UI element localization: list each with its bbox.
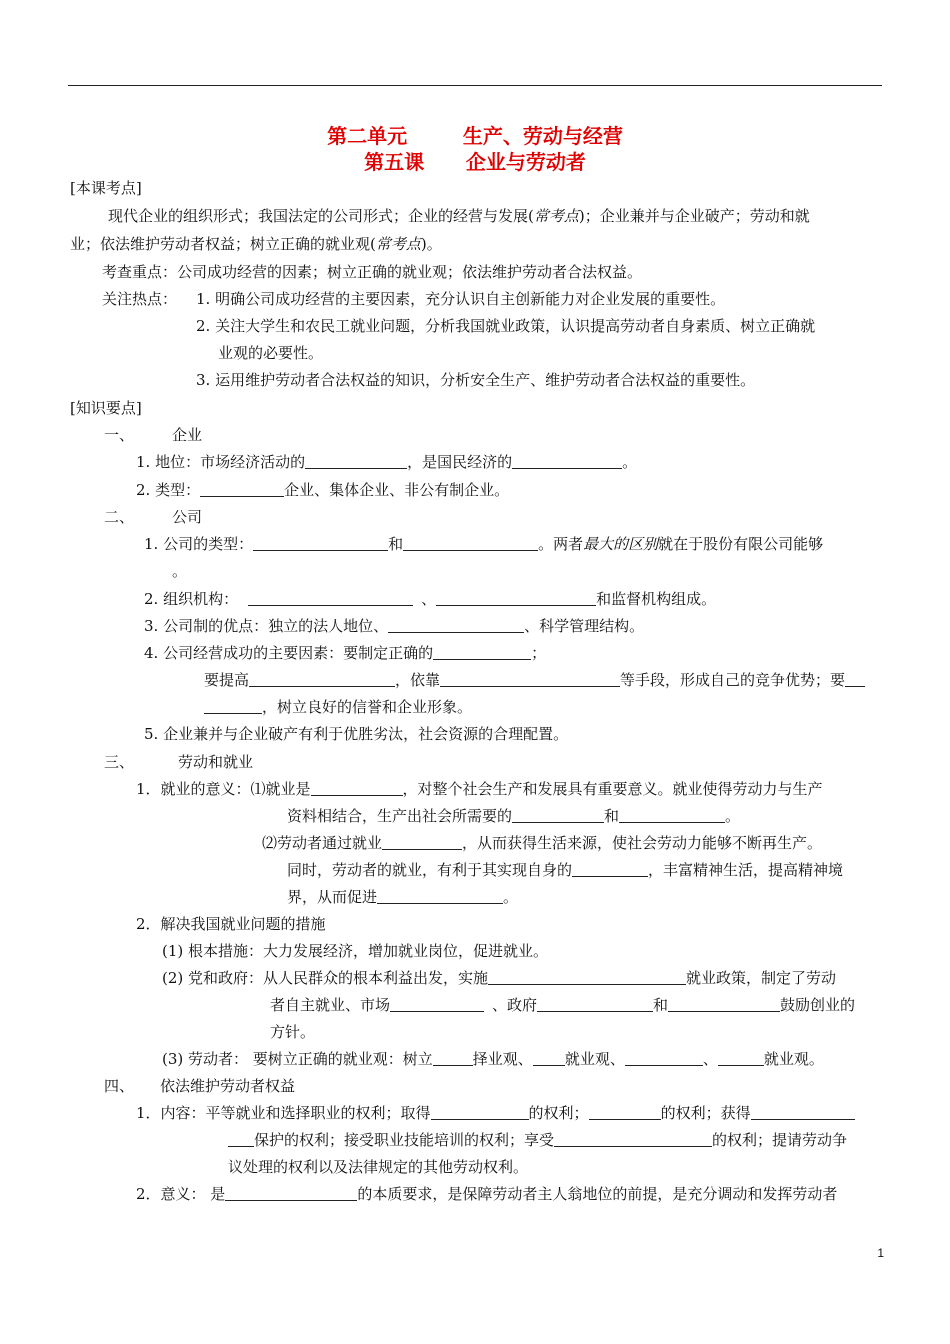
hot-item-3: 3. 运用维护劳动者合法权益的知识，分析安全生产、维护劳动者合法权益的重要性。 xyxy=(196,371,756,389)
exam-points-line1: 现代企业的组织形式；我国法定的公司形式；企业的经营与发展(常考点)；企业兼并与企业破产；劳动和就 xyxy=(108,207,810,225)
hot-item-2-cont: 业观的必要性。 xyxy=(218,344,324,362)
s3-item-1-line4: 同时，劳动者的就业，有利于其实现自身的 ，丰富精神生活，提高精神境 xyxy=(287,861,844,879)
section-4-title: 依法维护劳动者权益 xyxy=(160,1077,296,1095)
section-1-title: 企业 xyxy=(172,426,203,444)
s2-item-4-line3: ，树立良好的信誉和企业形象。 xyxy=(204,697,472,717)
hot-item-1: 1. 明确公司成功经营的主要因素，充分认识自主创新能力对企业发展的重要性。 xyxy=(196,290,726,308)
s4-item-1: 1．内容：平等就业和选择职业的权利；取得 的权利； 的权利；获得 xyxy=(136,1103,855,1123)
s3-item-2-2-line2: 者自主就业、市场 、政府 和 鼓励创业的 xyxy=(270,996,856,1014)
s3-item-1-line2: 资料相结合，生产出社会所需要的 和 。 xyxy=(287,807,741,825)
s3-item-2-2: (2) 党和政府：从人民群众的根本利益出发，实施 就业政策，制定了劳动 xyxy=(162,969,837,987)
section-3-number: 三、 xyxy=(104,753,135,771)
section-2-number: 二、 xyxy=(104,508,135,526)
s2-item-1: 1. 公司的类型： 和 。两者最大的区别就在于股份有限公司能够 xyxy=(144,535,824,553)
exam-points-heading: [本课考点] xyxy=(70,179,142,197)
section-1-number: 一、 xyxy=(104,426,135,444)
s2-item-5: 5. 企业兼并与企业破产有利于优胜劣汰，社会资源的合理配置。 xyxy=(144,725,569,743)
s3-item-2-1: (1) 根本措施：大力发展经济，增加就业岗位，促进就业。 xyxy=(162,942,549,960)
s2-item-4: 4. 公司经营成功的主要因素：要制定正确的 ； xyxy=(144,644,547,662)
s3-item-2-2-line3: 方针。 xyxy=(270,1023,316,1041)
s3-item-2-3: (3) 劳动者： 要树立正确的就业观：树立 择业观、 就业观、 、 就业观。 xyxy=(162,1050,824,1068)
s3-item-1-line5: 界，从而促进 。 xyxy=(287,888,519,906)
s4-item-1-line2: 保护的权利；接受职业技能培训的权利；享受 的权利；提请劳动争 xyxy=(228,1130,847,1150)
hot-item-2: 2. 关注大学生和农民工就业问题，分析我国就业政策，认识提高劳动者自身素质、树立正确就 xyxy=(196,317,816,335)
s1-item-1: 1. 地位：市场经济活动的 ，是国民经济的 。 xyxy=(136,453,638,471)
s2-item-1-cont: 。 xyxy=(172,562,188,580)
s1-item-2: 2. 类型： 企业、集体企业、非公有制企业。 xyxy=(136,481,510,499)
unit-title: 第二单元 生产、劳动与经营 xyxy=(327,124,623,148)
page-number: 1 xyxy=(877,1246,884,1260)
section-4-number: 四、 xyxy=(104,1077,135,1095)
knowledge-heading: [知识要点] xyxy=(70,399,142,417)
section-2-title: 公司 xyxy=(172,508,203,526)
s4-item-2: 2．意义： 是 的本质要求，是保障劳动者主人翁地位的前提，是充分调动和发挥劳动者 xyxy=(136,1185,838,1203)
s3-item-2: 2．解决我国就业问题的措施 xyxy=(136,915,326,933)
s3-item-1: 1．就业的意义：⑴就业是 ，对整个社会生产和发展具有重要意义。就业使得劳动力与生产 xyxy=(136,780,823,798)
header-rule xyxy=(68,85,882,86)
s2-item-3: 3. 公司制的优点：独立的法人地位、 、科学管理结构。 xyxy=(144,617,645,635)
exam-focus: 考查重点：公司成功经营的因素；树立正确的就业观；依法维护劳动者合法权益。 xyxy=(102,263,643,281)
s2-item-2: 2. 组织机构： 、 和监督机构组成。 xyxy=(144,590,717,608)
s3-item-1-line3: ⑵劳动者通过就业 ，从而获得生活来源，使社会劳动力能够不断再生产。 xyxy=(262,834,823,852)
lesson-title: 第五课 企业与劳动者 xyxy=(364,150,586,174)
s2-item-4-line2: 要提高 ，依靠 等手段，形成自己的竞争优势；要 xyxy=(204,670,865,690)
s4-item-1-line3: 议处理的权利以及法律规定的其他劳动权利。 xyxy=(228,1158,529,1176)
hot-label: 关注热点： xyxy=(102,290,178,308)
exam-points-line2: 业；依法维护劳动者权益；树立正确的就业观(常考点)。 xyxy=(70,235,442,253)
section-3-title: 劳动和就业 xyxy=(178,753,254,771)
